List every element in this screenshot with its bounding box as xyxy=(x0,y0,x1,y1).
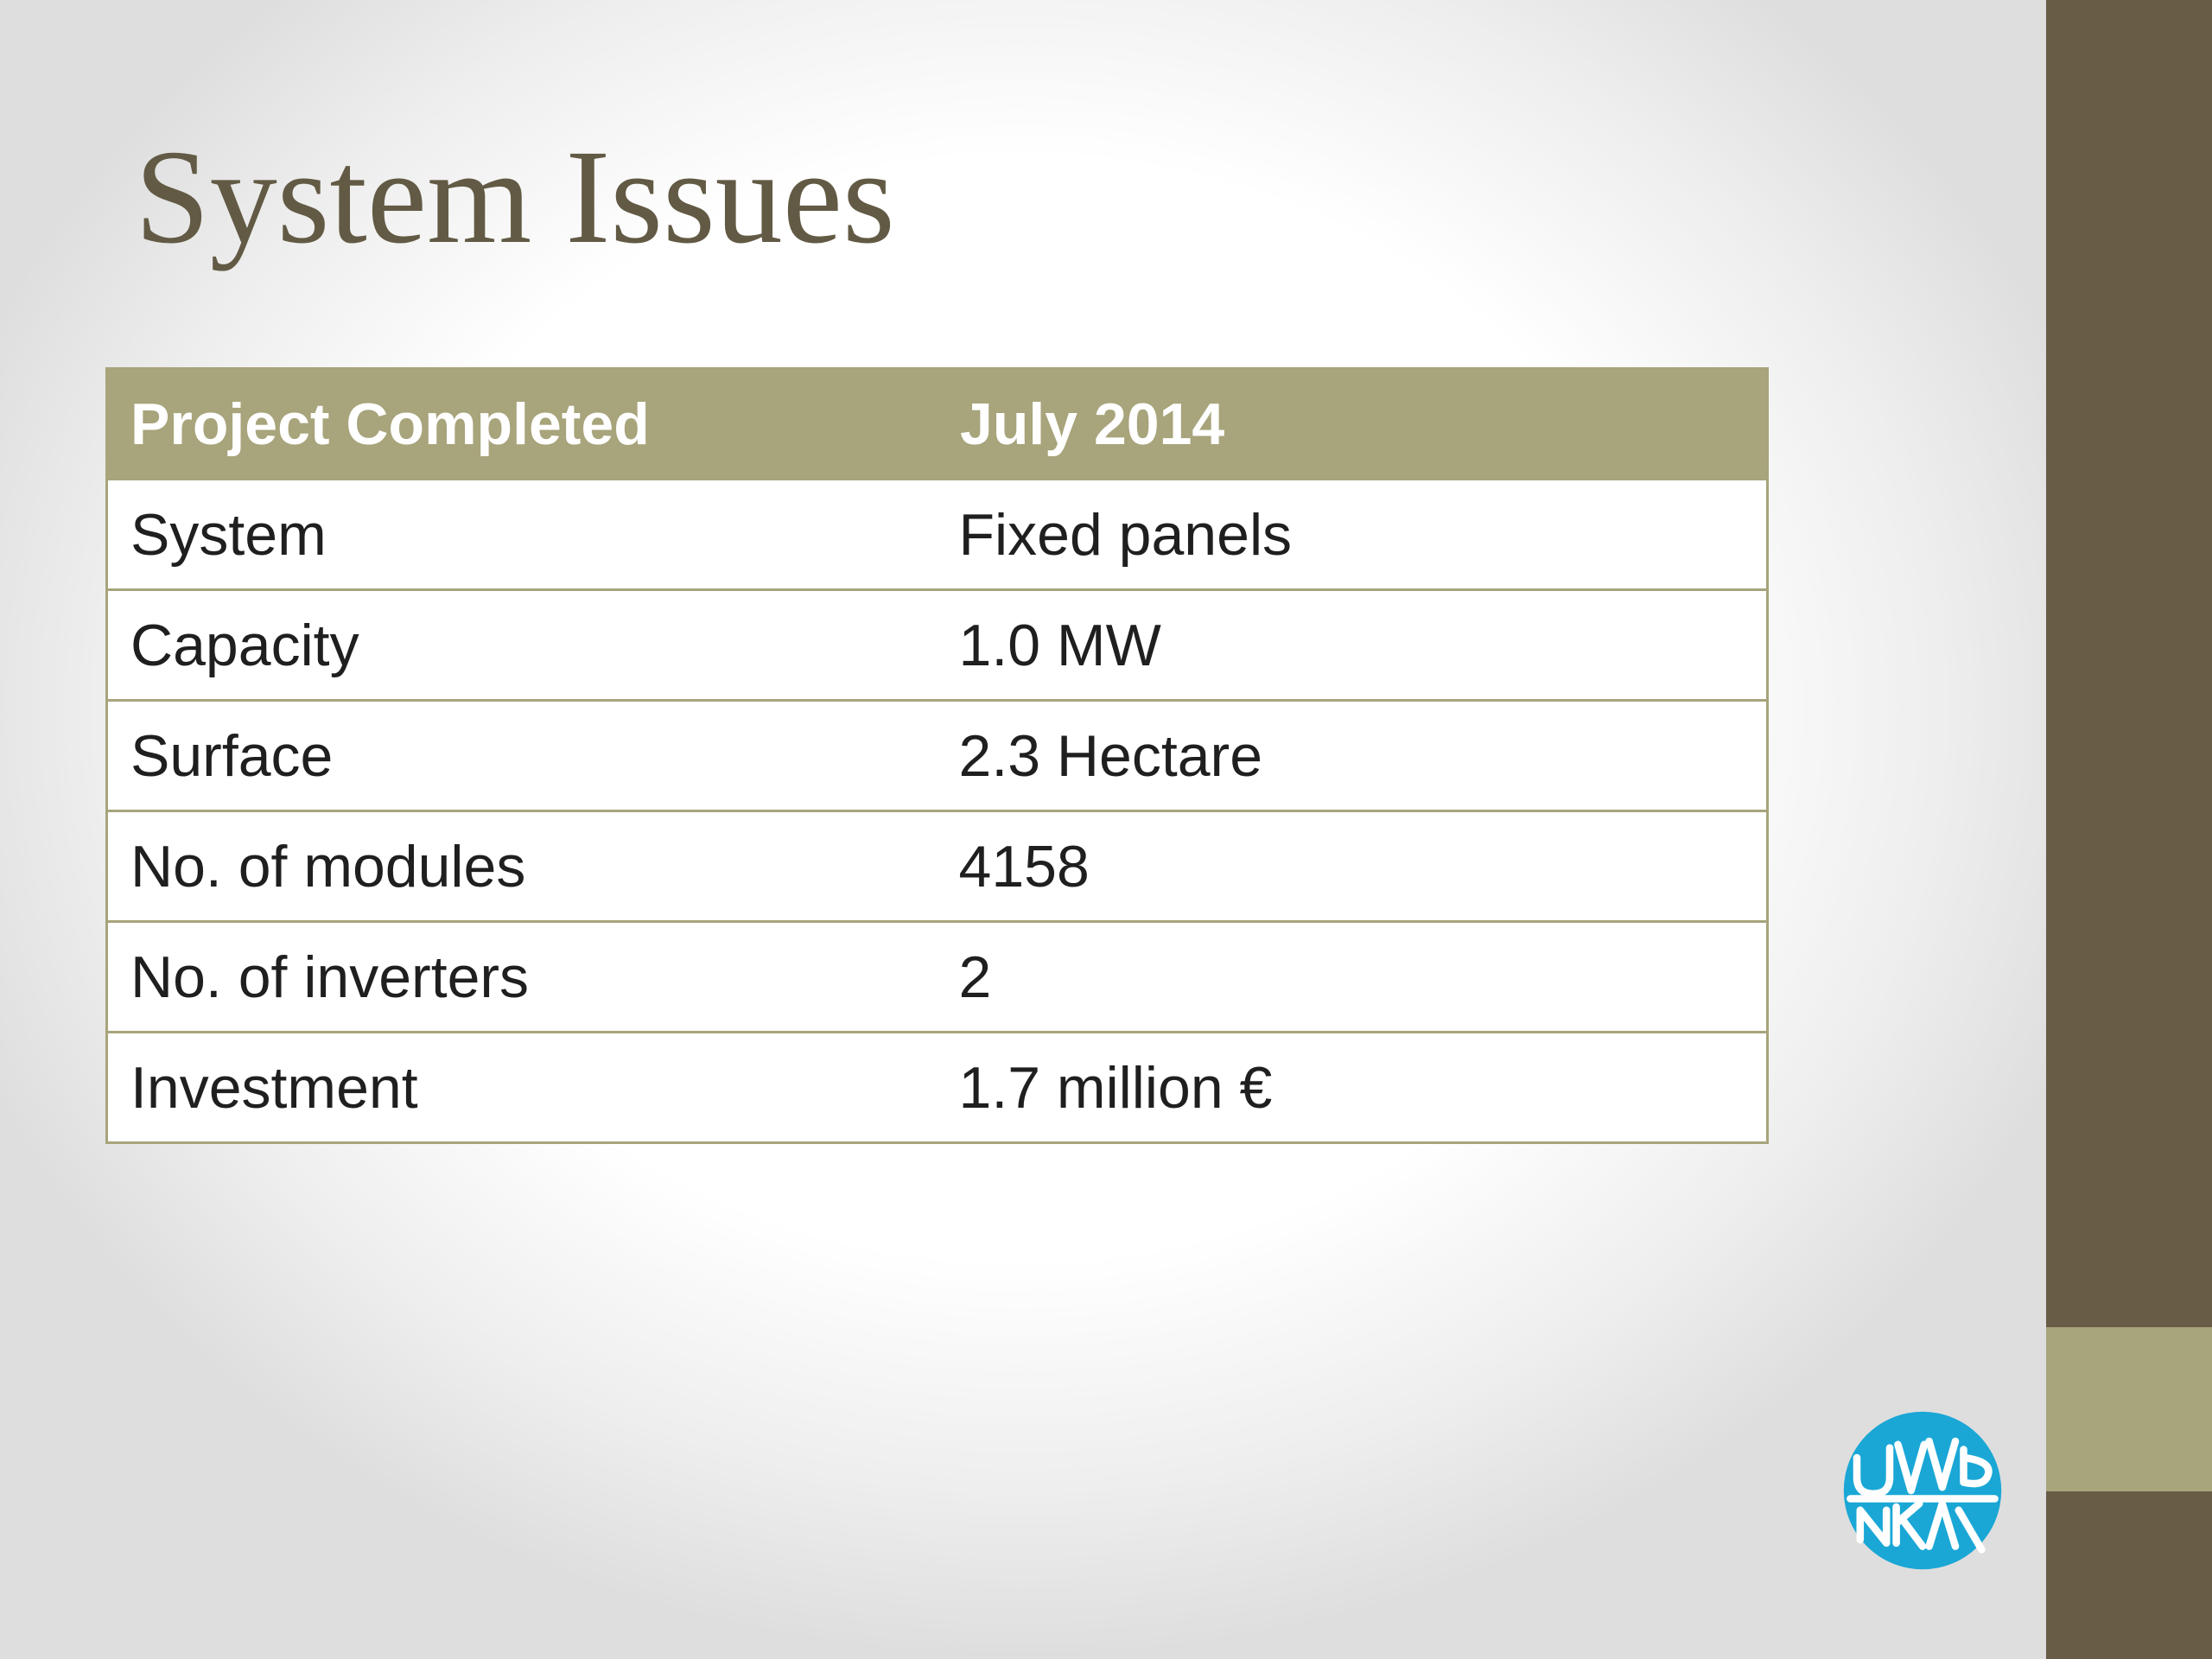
row-label: Investment xyxy=(107,1033,937,1143)
table-row xyxy=(107,811,1768,922)
sidebar-accent-block xyxy=(2046,1327,2212,1491)
table-row xyxy=(107,590,1768,701)
row-label: Capacity xyxy=(107,590,937,701)
row-label: No. of modules xyxy=(107,811,937,922)
row-value: 2.3 Hectare xyxy=(937,701,1768,811)
row-label: Surface xyxy=(107,701,937,811)
slide-title: System Issues xyxy=(135,122,895,271)
row-value: 2 xyxy=(937,922,1768,1033)
project-info-table xyxy=(105,367,1769,1144)
table-row xyxy=(107,480,1768,590)
table-header-value: July 2014 xyxy=(937,369,1768,480)
row-label: No. of inverters xyxy=(107,922,937,1033)
row-value: 1.7 million € xyxy=(937,1033,1768,1143)
table-row xyxy=(107,922,1768,1033)
row-value: 1.0 MW xyxy=(937,590,1768,701)
row-label: System xyxy=(107,480,937,590)
row-value: Fixed panels xyxy=(937,480,1768,590)
table-header-label: Project Completed xyxy=(107,369,937,480)
table-header-row xyxy=(107,369,1768,480)
table-row xyxy=(107,701,1768,811)
table-row xyxy=(107,1033,1768,1143)
organization-logo-icon xyxy=(1840,1408,2005,1573)
row-value: 4158 xyxy=(937,811,1768,922)
